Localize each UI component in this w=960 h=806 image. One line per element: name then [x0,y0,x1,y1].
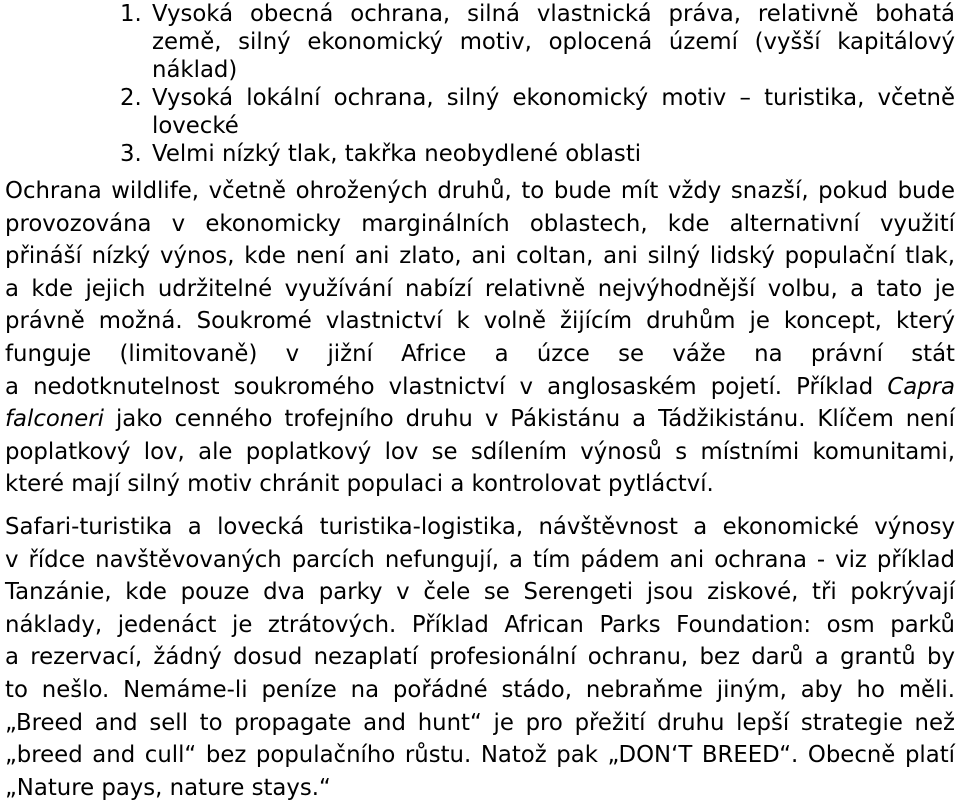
italic-species-name: falconeri [5,406,104,433]
paragraph-line: poplatkový lov, ale poplatkový lov se sdílením výnosů s místními komunitami, [5,438,955,465]
paragraph-line: „Nature pays, nature stays.“ [5,774,331,801]
paragraph-line: náklady, jedenáct je ztrátových. Příklad African Parks Foundation: osm parků [5,611,955,638]
list-number: 1. [120,1,142,27]
line-text: a nedotknutelnost soukromého vlastnictví v anglosaském pojetí. Příklad [5,373,874,400]
paragraph-line: Ochrana wildlife, včetně ohrožených druhů, to bude mít vždy snazší, pokud bude [5,178,955,204]
paragraph-line: provozována v ekonomicky marginálních oblastech, kde alternativní využití [5,210,955,237]
paragraph-line: v řídce navštěvovaných parcích nefungují, a tím pádem ani ochrana - viz příklad [5,546,955,573]
numbered-list [0,0,960,168]
paragraph-line: to nešlo. Nemáme-li peníze na pořádné stádo, nebraňme jiným, aby ho měli. [5,676,955,703]
paragraph-line: „breed and cull“ bez populačního růstu. Natož pak „DON‘T BREED“. Obecně platí [5,742,955,769]
paragraph-line: Safari-turistika a lovecká turistika-logistika, návštěvnost a ekonomické výnosy [5,514,955,540]
paragraph-2 [5,511,955,804]
paragraph-line: a kde jejich udržitelné využívání nabízí relativně nejvýhodnější volbu, a tato je [5,275,955,302]
paragraph-line: „Breed and sell to propagate and hunt“ je pro přežití druhu lepší strategie než [5,709,955,736]
list-item-2 [0,84,955,140]
list-number: 3. [120,141,142,167]
list-number: 2. [120,85,142,111]
list-line: náklad) [152,57,238,83]
list-line: lovecké [152,113,239,139]
paragraph-line: přináší nízký výnos, kde není ani zlato, ani coltan, ani silný lidský populační tlak, [5,243,955,270]
list-item-1 [0,0,955,84]
list-item-3 [0,140,955,168]
list-line: Velmi nízký tlak, takřka neobydlené oblasti [152,141,642,167]
line-text: jako cenného trofejního druhu v Pákistánu a Tádžikistánu. Klíčem není [115,406,955,433]
paragraph-line [5,371,955,404]
paragraph-line: funguje (limitovaně) v jižní Africe a úzce se váže na právní stát [5,340,955,367]
paragraph-line: a rezervací, žádný dosud nezaplatí profesionální ochranu, bez darů a grantů by [5,644,955,671]
paragraph-line [5,403,955,436]
paragraph-1 [5,175,955,501]
italic-species-name: Capra [887,373,956,400]
paragraph-line: Tanzánie, kde pouze dva parky v čele se Serengeti jsou ziskové, tři pokrývají [5,579,955,606]
list-line: Vysoká lokální ochrana, silný ekonomický motiv – turistika, včetně [152,85,955,111]
paragraph-line: právně možná. Soukromé vlastnictví k volně žijícím druhům je koncept, který [5,308,955,335]
paragraph-line: které mají silný motiv chránit populaci a kontrolovat pytláctví. [5,471,714,498]
list-line: Vysoká obecná ochrana, silná vlastnická práva, relativně bohatá [152,1,955,27]
list-line: země, silný ekonomický motiv, oplocená území (vyšší kapitálový [152,29,955,55]
